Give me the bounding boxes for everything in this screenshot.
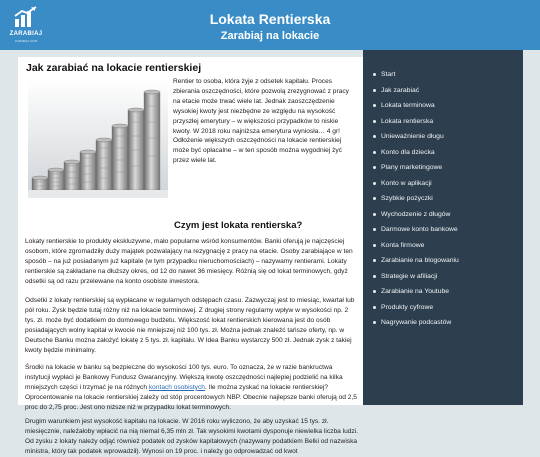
- sidebar-item-start[interactable]: Start: [363, 67, 523, 83]
- sidebar-item-konta-firmowe[interactable]: Konta firmowe: [363, 238, 523, 254]
- sidebar-item-podcasty[interactable]: Nagrywanie podcastów: [363, 315, 523, 331]
- sidebar-item-blogowanie[interactable]: Zarabianie na blogowaniu: [363, 253, 523, 269]
- sidebar-nav: [363, 50, 523, 405]
- paragraph-3: [25, 363, 358, 413]
- sidebar-item-uniewaznienie-dlugu[interactable]: Unieważnienie długu: [363, 129, 523, 145]
- sidebar-item-produkty-cyfrowe[interactable]: Produkty cyfrowe: [363, 300, 523, 316]
- paragraph-4: Drugim warunkiem jest wysokość kapitału na lokacie. W 2016 roku wyliczono, że aby uzyskać 15 tys. zł. miesięcznie, należałoby wpłacić na nią niemal 6,35 mln zł. Tak wysokimi kwotami dysponuje niewielka liczba ludzi. Od zysku z lokaty należy odjąć również podatek od zysków kapitałowych (nazywany podatkiem Belki od nazwiska ministra, który tak podatek wprowadził). Wynosi on 19 proc. i należy go odprowadzać od kwot: [25, 418, 359, 455]
- site-subtitle: Zarabiaj na lokacie: [220, 30, 320, 42]
- sidebar-item-wychodzenie-z-dlugow[interactable]: Wychodzenie z długów: [363, 207, 523, 223]
- article-title: Jak zarabiać na lokacie rentierskiej: [26, 62, 202, 74]
- sidebar-item-darmowe-konto[interactable]: Darmowe konto bankowe: [363, 222, 523, 238]
- intro-text: Rentier to osoba, która żyje z odsetek kapitału. Proces zbierania oszczędności, które pozwolą zrezygnować z pracy na etacie może trwać wiele lat. Jednak zaoszczędzenie wysokiej kwoty jest niezbędne ze względu na wysokość przyszłej emerytury – w większości przypadków to niskie kwoty. W 2018 roku najniższa emerytura wyniosła… 4 gr! Odłożenie większych oszczędności na lokacie rentierskiej może być opłacalne – w ten sposób można wygodniej żyć przez wiele lat.: [173, 78, 349, 165]
- logo-text: ZARABIAJ: [9, 31, 43, 37]
- sidebar-item-szybkie-pozyczki[interactable]: Szybkie pożyczki: [363, 191, 523, 207]
- sidebar-item-jak-zarabiac[interactable]: Jak zarabiać: [363, 83, 523, 99]
- section-heading: Czym jest lokata rentierska?: [174, 220, 303, 231]
- sidebar-item-lokata-terminowa[interactable]: Lokata terminowa: [363, 98, 523, 114]
- sidebar-item-afiliacja[interactable]: Strategie w afiliacji: [363, 269, 523, 285]
- paragraph-3-end: . Ile można zyskać na lokacie rentierskiej? Oprocentowanie na lokacie rentierskiej zależy od stóp procentowych NBP. Obecnie najlepsze banki oferują od 2,5 proc do 2,75 proc. Jest ono niższe niż w przypadku lokat terminowych.: [25, 383, 357, 411]
- sidebar-item-konto-dla-dziecka[interactable]: Konto dla dziecka: [363, 145, 523, 161]
- paragraph-2: Odsetki z lokaty rentierskiej są wypłacane w regularnych odstępach czasu. Zazwyczaj jest to miesiąc, kwartał lub pół roku. Zysk będzie tutaj różny niż na lokacie terminowej. Z drugiej strony regularny wpływ w wysokości np. 2 tys. zł. może być dodatkiem do domowego budżetu. Większość lokat rentierskich kierowana jest do osób posiadających wolny kapitał w kwocie nie mniejszej niż 100 tys. zł. Można jednak znaleźć tańsze oferty, np. w Deutsche Banku można założyć lokatę z 5 tys. zł. kapitału. W Idea Banku wystarczy 500 zł. Jednak zysk z takiej kwoty będzie minimalny.: [25, 297, 355, 354]
- logo-tagline: ZARABIAJ.COM: [14, 39, 38, 43]
- stacked-coins-image: [28, 78, 168, 198]
- main-content: [18, 57, 363, 455]
- paragraph-1: Lokaty rentierskie to produkty ekskluzywne, mało popularne wśród konsumentów. Banki oferują je najczęściej osobom, które zgromadziły duży majątek pozwalający na rezygnację z pracy na etacie. Osoby zarabiające w ten sposób – na już posiadanym już kapitale (w tym przypadku nieruchomościach) – nazywamy rentierami. Lokaty rentierskie są zakładane na dłuższy okres, od 12 do nawet 36 miesięcy. Różnią się od lokat terminowych, gdyż odsetki są od razu przelewane na konto osobiste inwestora.: [25, 238, 353, 285]
- sidebar-item-youtube[interactable]: Zarabianie na Youtube: [363, 284, 523, 300]
- site-header: [0, 0, 540, 50]
- sidebar-item-lokata-rentierska[interactable]: Lokata rentierska: [363, 114, 523, 130]
- site-title[interactable]: Lokata Rentierska: [209, 11, 331, 27]
- link-konta-osobiste[interactable]: kontach osobistych: [148, 383, 205, 391]
- sidebar-item-plany-marketingowe[interactable]: Plany marketingowe: [363, 160, 523, 176]
- sidebar-item-konto-w-aplikacji[interactable]: Konto w aplikacji: [363, 176, 523, 192]
- paragraph-3-start: Środki na lokacie w banku są bezpieczne do wysokości 100 tys. euro. To oznacza, że w razie bankructwa instytucji wypłaci je Bankowy Fundusz Gwarancyjny. Większą kwotę oszczędności najlepiej podzielić na kilka mniejszych części i trzymać je na różnych: [25, 364, 343, 391]
- sidebar-menu: [363, 67, 523, 331]
